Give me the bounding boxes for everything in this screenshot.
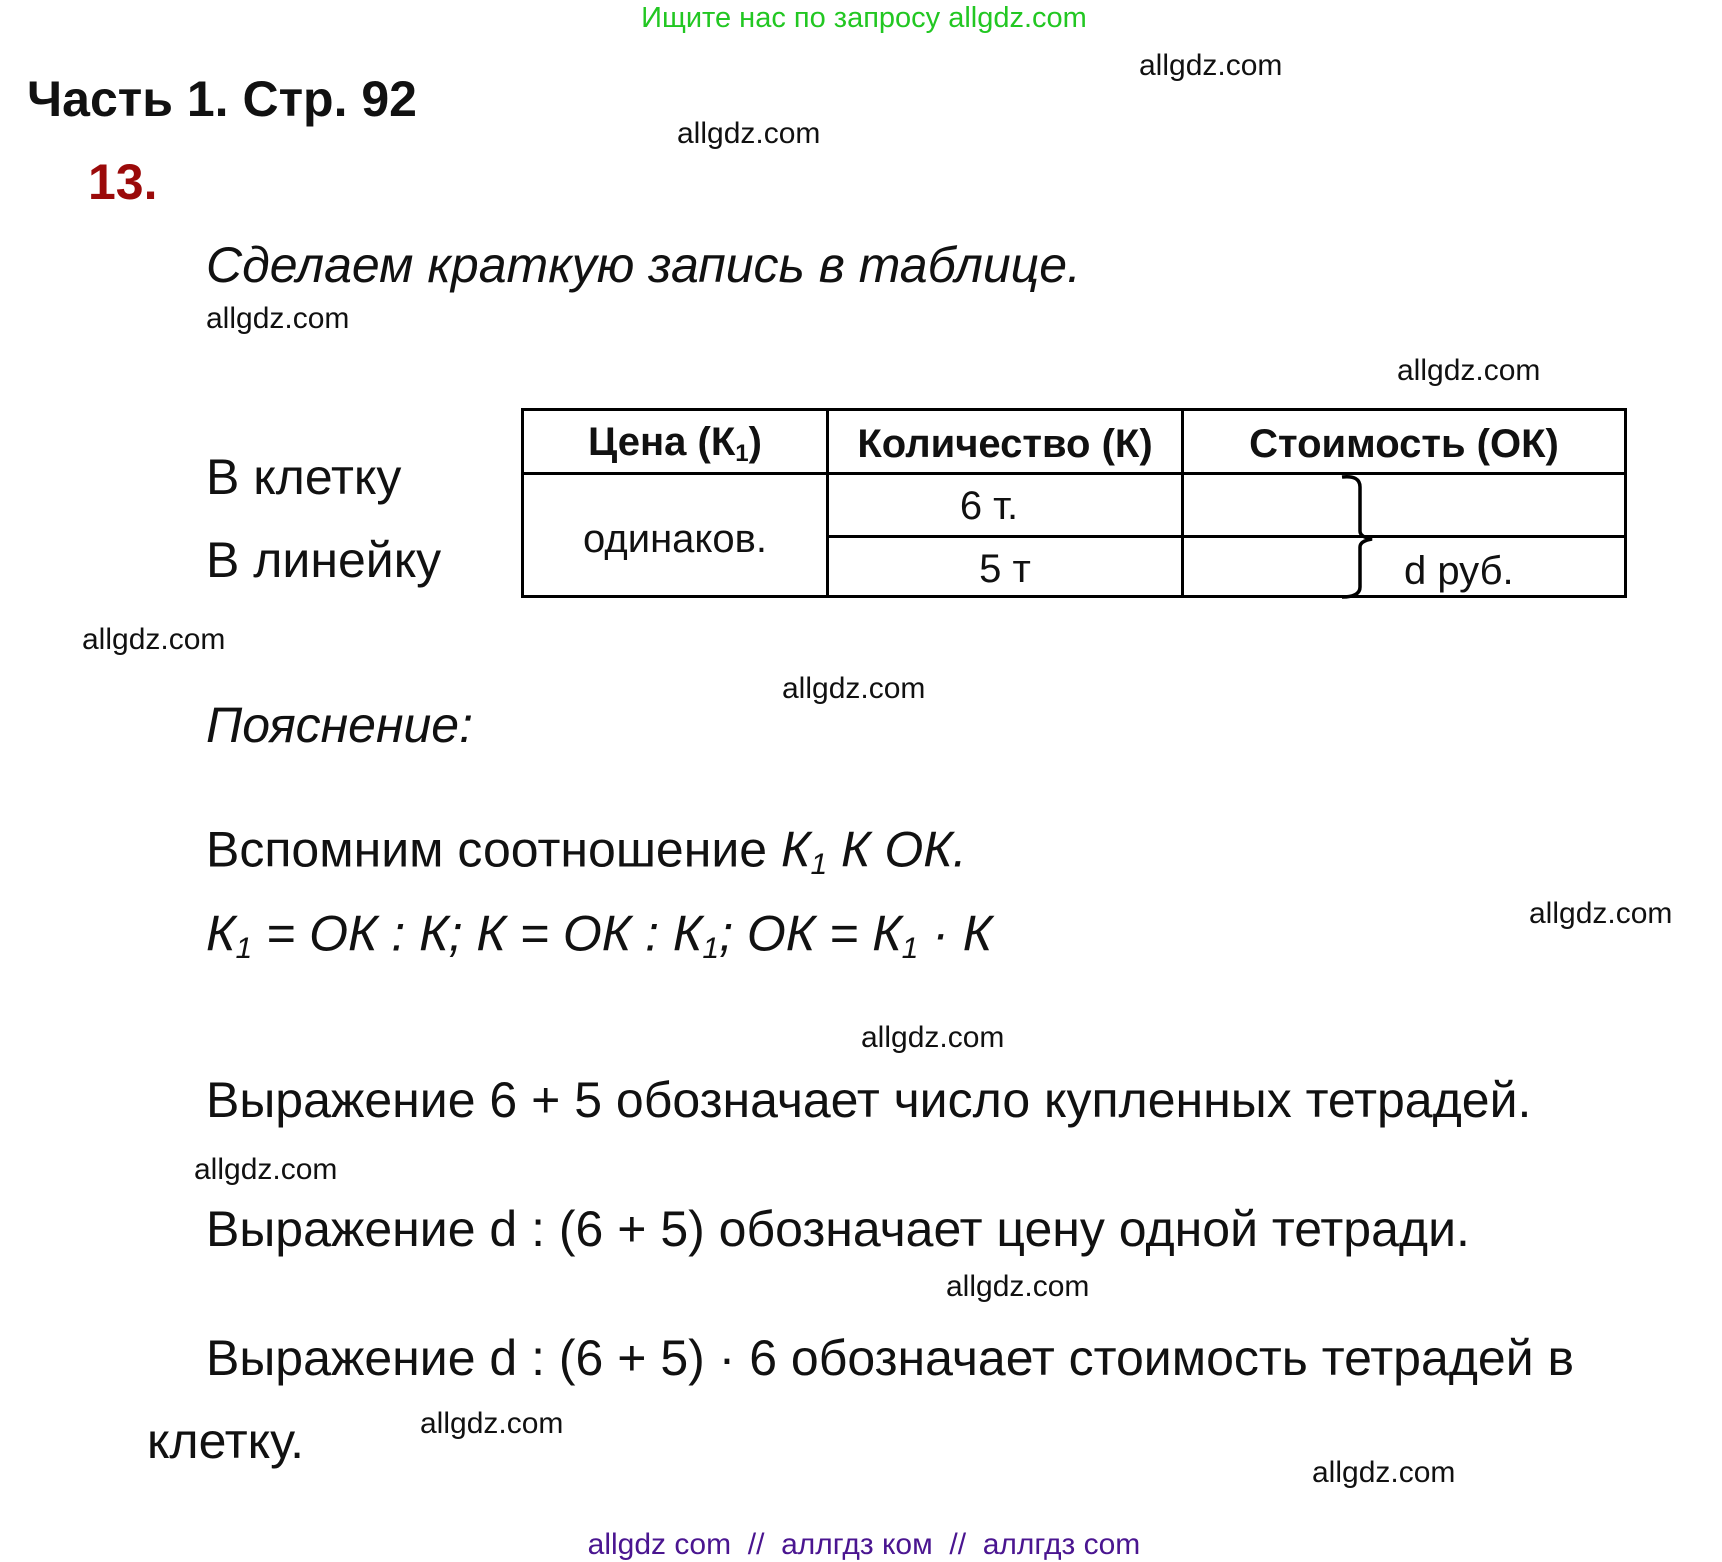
watermark: allgdz.com	[194, 1153, 338, 1186]
header-cost: Стоимость (ОК)	[1249, 422, 1559, 466]
formula-line: $К_1$ = ОК : К; К = ОК : $К_1$; ОК = $К_1 \cdot К$	[206, 905, 993, 965]
watermark: allgdz.com	[782, 672, 926, 705]
explanation-line-1: Выражение 6 + 5 обозначает число купленных тетрадей.	[206, 1072, 1532, 1128]
watermark: allgdz.com	[1312, 1456, 1456, 1489]
quantity-ruled: 5 т	[979, 547, 1031, 591]
search-banner: Ищите нас по запросу allgdz.com	[641, 2, 1087, 34]
watermark: allgdz.com	[1397, 354, 1541, 387]
header-quantity: Количество (К)	[857, 422, 1153, 466]
watermark: allgdz.com	[206, 302, 350, 335]
watermark: allgdz.com	[677, 117, 821, 150]
explanation-line-2: Выражение d : (6 + 5) обозначает цену одной тетради.	[206, 1201, 1470, 1257]
task-number: 13.	[88, 154, 158, 210]
explanation-heading: Пояснение:	[206, 697, 473, 753]
explanation-line-3: Выражение d : (6 + 5) · 6 обозначает стоимость тетрадей в	[206, 1330, 1575, 1386]
watermark: allgdz.com	[1139, 49, 1283, 82]
watermark: allgdz.com	[946, 1270, 1090, 1303]
header-price: Цена $(К_1)$	[588, 420, 762, 467]
row-label-grid: В клетку	[206, 449, 402, 505]
watermark: allgdz.com	[420, 1407, 564, 1440]
footer-links: allgdz com // аллгдз ком // аллгдз com	[587, 1528, 1141, 1561]
page-title: Часть 1. Стр. 92	[27, 71, 417, 127]
intro-text: Сделаем краткую запись в таблице.	[206, 237, 1081, 293]
quantity-grid: 6 т.	[959, 484, 1019, 528]
watermark: allgdz.com	[861, 1021, 1005, 1054]
explanation-line-4: клетку.	[147, 1413, 304, 1469]
row-label-ruled: В линейку	[206, 532, 442, 588]
brace-icon	[1338, 471, 1408, 601]
watermark: allgdz.com	[82, 623, 226, 656]
watermark: allgdz.com	[1529, 897, 1673, 930]
summary-table	[521, 408, 1627, 598]
recall-line: Вспомним соотношение $К_1$ К ОК.	[206, 821, 967, 881]
total-cost: d руб.	[1404, 549, 1514, 593]
price-cell: одинаков.	[583, 517, 767, 561]
